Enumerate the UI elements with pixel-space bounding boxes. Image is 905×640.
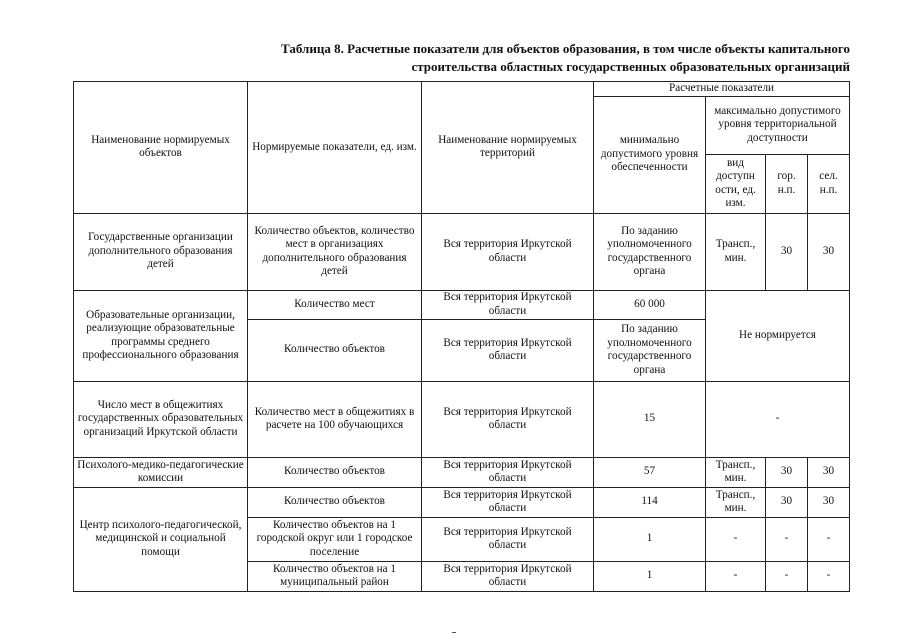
row5a-indicator: Количество объектов: [248, 487, 422, 517]
row1-urban: 30: [766, 213, 808, 290]
row5c-min: 1: [594, 561, 706, 591]
row5a-min: 114: [594, 487, 706, 517]
row5b-indicator: Количество объектов на 1 городской округ или 1 городское поселение: [248, 517, 422, 561]
row2-max-note: Не нормируется: [706, 290, 850, 381]
table-title-line-1: Таблица 8. Расчетные показатели для объектов образования, в том числе объекты капитального: [281, 41, 850, 56]
row1-territory: Вся территория Иркутской области: [422, 213, 594, 290]
row5c-territory: Вся территория Иркутской области: [422, 561, 594, 591]
row5a-urban: 30: [766, 487, 808, 517]
row5a-access: Трансп., мин.: [706, 487, 766, 517]
row4-urban: 30: [766, 457, 808, 487]
header-indicators: Нормируемые показатели, ед. изм.: [248, 82, 422, 214]
row2a-territory: Вся территория Иркутской области: [422, 290, 594, 319]
table-row: [74, 457, 850, 487]
row5a-territory: Вся территория Иркутской области: [422, 487, 594, 517]
row4-territory: Вся территория Иркутской области: [422, 457, 594, 487]
row5b-urban: -: [766, 517, 808, 561]
header-min-level: минимально допустимого уровня обеспеченности: [594, 96, 706, 213]
row2-object: Образовательные организации, реализующие образовательные программы среднего профессионального образования: [74, 290, 248, 381]
header-object-name: Наименование нормируемых объектов: [74, 82, 248, 214]
row1-object: Государственные организации дополнительного образования детей: [74, 213, 248, 290]
header-max-level: максимально допустимого уровня территориальной доступности: [706, 96, 850, 154]
row4-rural: 30: [808, 457, 850, 487]
page-mark: [452, 632, 456, 633]
row5c-access: -: [706, 561, 766, 591]
row5a-rural: 30: [808, 487, 850, 517]
row4-indicator: Количество объектов: [248, 457, 422, 487]
row3-indicator: Количество мест в общежитиях в расчете на 100 обучающихся: [248, 381, 422, 457]
row3-territory: Вся территория Иркутской области: [422, 381, 594, 457]
row3-min: 15: [594, 381, 706, 457]
row2a-min: 60 000: [594, 290, 706, 319]
row5b-territory: Вся территория Иркутской области: [422, 517, 594, 561]
row3-max: -: [706, 381, 850, 457]
row5b-rural: -: [808, 517, 850, 561]
row5b-min: 1: [594, 517, 706, 561]
row5c-indicator: Количество объектов на 1 муниципальный район: [248, 561, 422, 591]
table-row: [74, 487, 850, 517]
row2a-indicator: Количество мест: [248, 290, 422, 319]
row3-object: Число мест в общежитиях государственных образовательных организаций Иркутской области: [74, 381, 248, 457]
row4-object: Психолого-медико-педагогические комиссии: [74, 457, 248, 487]
row4-min: 57: [594, 457, 706, 487]
header-urban: гор. н.п.: [766, 154, 808, 213]
table-title-line-2: строительства областных государственных образовательных организаций: [411, 59, 850, 74]
education-indicators-table: [73, 81, 850, 592]
header-rural: сел. н.п.: [808, 154, 850, 213]
row5c-rural: -: [808, 561, 850, 591]
row1-access: Трансп., мин.: [706, 213, 766, 290]
row1-min: По заданию уполномоченного государственного органа: [594, 213, 706, 290]
header-access-type: вид доступн ости, ед. изм.: [706, 154, 766, 213]
row4-access: Трансп., мин.: [706, 457, 766, 487]
row2b-indicator: Количество объектов: [248, 319, 422, 381]
table-title: [180, 40, 850, 76]
row1-rural: 30: [808, 213, 850, 290]
table-row: [74, 290, 850, 319]
row5-object: Центр психолого-педагогической, медицинской и социальной помощи: [74, 487, 248, 591]
row5c-urban: -: [766, 561, 808, 591]
row1-indicator: Количество объектов, количество мест в организациях дополнительного образования детей: [248, 213, 422, 290]
header-territories: Наименование нормируемых территорий: [422, 82, 594, 214]
table-row: [74, 213, 850, 290]
table-row: [74, 381, 850, 457]
row2b-territory: Вся территория Иркутской области: [422, 319, 594, 381]
row2b-min: По заданию уполномоченного государственного органа: [594, 319, 706, 381]
header-calculated-indicators: Расчетные показатели: [594, 82, 850, 97]
row5b-access: -: [706, 517, 766, 561]
